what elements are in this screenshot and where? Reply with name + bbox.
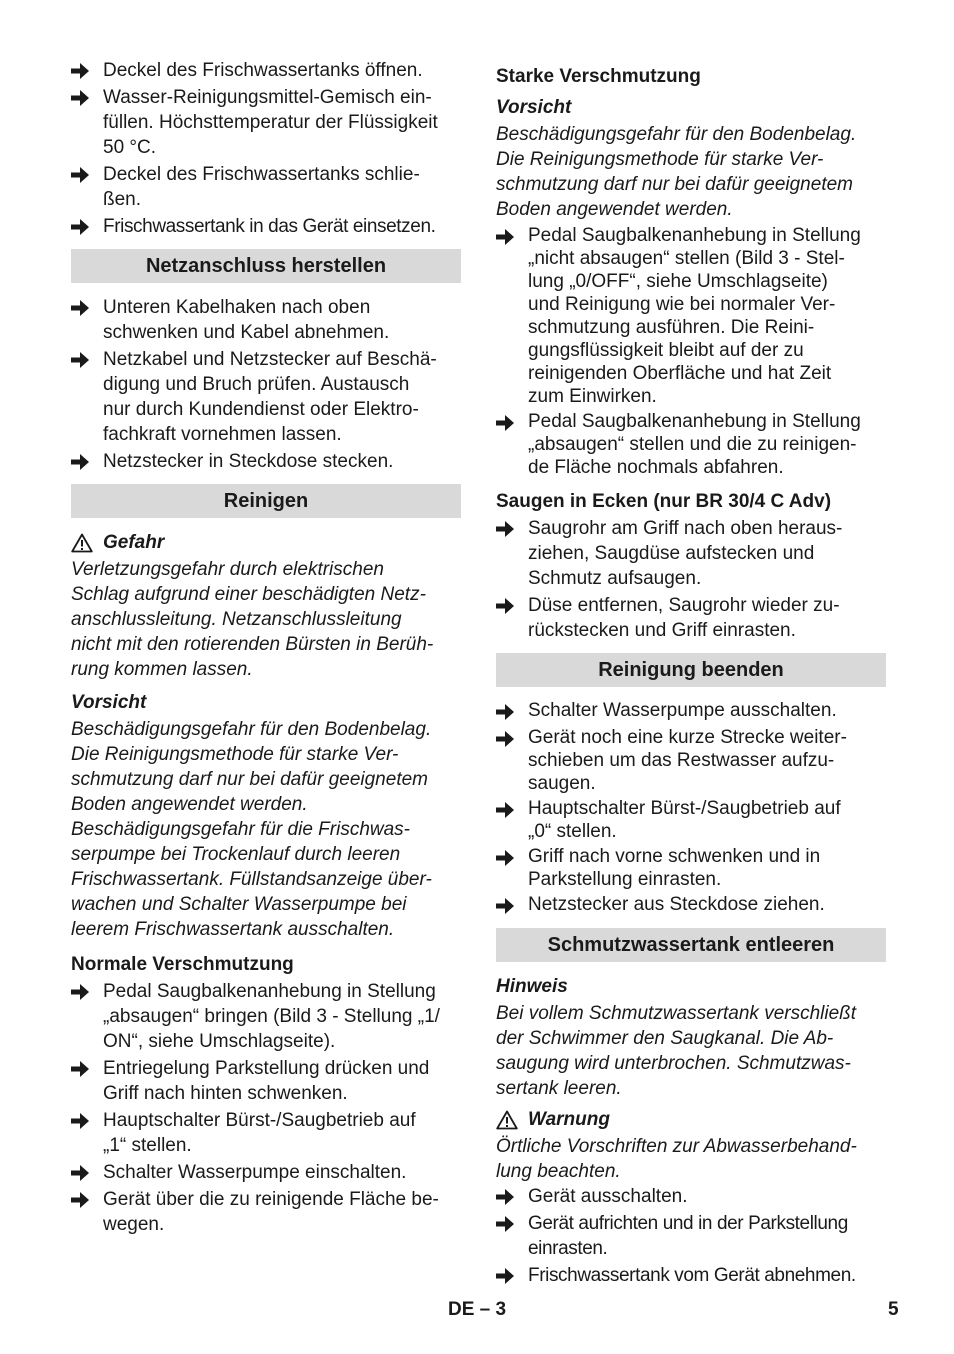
list-item-text: Deckel des Frischwassertanks öffnen. xyxy=(103,60,423,81)
list-item xyxy=(71,449,461,474)
normal-steps-list xyxy=(71,979,461,1237)
list-item-text: Pedal Saugbalkenanhebung in Stellung „nicht absaugen“ stellen (Bild 3 - Stel- lung „0/OFF“, siehe Umschlagseite) und Reinigung wie bei normaler Ver- schmutzung ausführen. Die Reini- gungsflüssigkeit bleibt auf der zu reinigenden Oberfläche und hat Zeit zum Einwirken. xyxy=(528,225,861,407)
arrow-right-icon xyxy=(71,214,103,239)
list-item-text: Frischwassertank in das Gerät einsetzen. xyxy=(103,216,436,237)
list-item xyxy=(71,85,461,160)
arrow-right-icon xyxy=(496,1211,528,1236)
warning-triangle-icon xyxy=(71,533,95,553)
list-item-text: Pedal Saugbalkenanhebung in Stellung „absaugen“ bringen (Bild 3 - Stellung „1/ ON“, siehe Umschlagseite). xyxy=(103,981,440,1052)
note-label: Hinweis xyxy=(496,976,568,997)
list-item xyxy=(496,516,886,591)
arrow-right-icon xyxy=(496,845,528,870)
note-text: Bei vollem Schmutzwassertank verschließt der Schwimmer den Saugkanal. Die Ab- saugung wird unterbrochen. Schmutzwas- sertank leeren. xyxy=(496,1003,857,1099)
danger-label: Gefahr xyxy=(103,532,165,553)
beenden-steps-list xyxy=(496,699,886,918)
fill-steps-list xyxy=(71,58,461,239)
arrow-right-icon xyxy=(71,979,103,1004)
arrow-right-icon xyxy=(71,347,103,372)
arrow-right-icon xyxy=(71,1056,103,1081)
note-heading xyxy=(496,974,886,999)
list-item-text: Unteren Kabelhaken nach oben schwenken und Kabel abnehmen. xyxy=(103,297,390,343)
caution-label: Vorsicht xyxy=(71,692,147,713)
arrow-right-icon xyxy=(496,1263,528,1288)
section-heading-reinigung-beenden: Reinigung beenden xyxy=(496,653,886,687)
arrow-right-icon xyxy=(496,726,528,751)
list-item-text: Frischwassertank vom Gerät abnehmen. xyxy=(528,1265,856,1286)
list-item-text: Saugrohr am Griff nach oben heraus- ziehen, Saugdüse aufstecken und Schmutz aufsaugen. xyxy=(528,518,843,589)
list-item-text: Deckel des Frischwassertanks schlie- ßen. xyxy=(103,164,420,210)
netz-steps-list xyxy=(71,295,461,474)
arrow-right-icon xyxy=(496,410,528,435)
right-column xyxy=(496,58,886,1290)
arrow-right-icon xyxy=(496,224,528,249)
danger-text: Verletzungsgefahr durch elektrischen Schlag aufgrund einer beschädigten Netz- anschlussleitung. Netzanschlussleitung nicht mit den rotierenden Bürsten in Berüh- rung kommen lassen. xyxy=(71,559,434,680)
caution-label: Vorsicht xyxy=(496,97,572,118)
list-item-text: Pedal Saugbalkenanhebung in Stellung „absaugen“ stellen und die zu reinigen- de Fläche nochmals abfahren. xyxy=(528,411,861,478)
list-item-text: Netzkabel und Netzstecker auf Beschä- digung und Bruch prüfen. Austausch nur durch Kundendienst oder Elektro- fachkraft vornehmen lassen. xyxy=(103,349,437,445)
list-item-text: Gerät aufrichten und in der Parkstellung einrasten. xyxy=(528,1213,848,1259)
arrow-right-icon xyxy=(496,1184,528,1209)
arrow-right-icon xyxy=(496,593,528,618)
caution-text: Beschädigungsgefahr für den Bodenbelag. Die Reinigungsmethode für starke Ver- schmutzung darf nur bei dafür geeignetem Boden angewendet werden. Beschädigungsgefahr für die Frischwas- serpumpe bei Trockenlauf durch leeren Frischwassertank. Füllstandsanzeige über- wachen und Schalter Wasserpumpe bei leerem Frischwassertank ausschalten. xyxy=(71,719,432,940)
list-item xyxy=(496,1263,886,1288)
subheading-ecken: Saugen in Ecken (nur BR 30/4 C Adv) xyxy=(496,491,832,512)
list-item-text: Hauptschalter Bürst-/Saugbetrieb auf „0“ stellen. xyxy=(528,798,841,842)
list-item xyxy=(496,1184,886,1209)
starke-steps-list xyxy=(496,224,886,479)
arrow-right-icon xyxy=(71,1108,103,1133)
list-item xyxy=(71,347,461,447)
list-item-text: Gerät über die zu reinigende Fläche be- wegen. xyxy=(103,1189,439,1235)
list-item xyxy=(71,979,461,1054)
arrow-right-icon xyxy=(71,1160,103,1185)
left-column xyxy=(71,58,461,1239)
warning-label: Warnung xyxy=(528,1109,610,1130)
list-item xyxy=(496,410,886,479)
schmutz-steps-list xyxy=(496,1184,886,1288)
arrow-right-icon xyxy=(71,449,103,474)
arrow-right-icon xyxy=(71,295,103,320)
list-item xyxy=(496,797,886,843)
section-heading-reinigen: Reinigen xyxy=(71,484,461,518)
list-item-text: Wasser-Reinigungsmittel-Gemisch ein- füllen. Höchsttemperatur der Flüssigkeit 50 °C. xyxy=(103,87,438,158)
caution-heading xyxy=(496,95,886,120)
list-item xyxy=(71,162,461,212)
list-item xyxy=(71,1160,461,1185)
section-heading-netzanschluss: Netzanschluss herstellen xyxy=(71,249,461,283)
section-heading-schmutzwassertank: Schmutzwassertank entleeren xyxy=(496,928,886,962)
subheading-starke: Starke Verschmutzung xyxy=(496,66,701,87)
list-item-text: Netzstecker aus Steckdose ziehen. xyxy=(528,894,825,915)
list-item-text: Gerät noch eine kurze Strecke weiter- schieben um das Restwasser aufzu- saugen. xyxy=(528,727,847,794)
list-item xyxy=(496,224,886,408)
list-item xyxy=(496,893,886,918)
ecken-steps-list xyxy=(496,516,886,643)
list-item xyxy=(496,1211,886,1261)
list-item-text: Schalter Wasserpumpe ausschalten. xyxy=(528,700,837,721)
list-item xyxy=(496,845,886,891)
arrow-right-icon xyxy=(496,699,528,724)
list-item-text: Griff nach vorne schwenken und in Parkstellung einrasten. xyxy=(528,846,821,890)
caution-heading xyxy=(71,690,461,715)
arrow-right-icon xyxy=(71,162,103,187)
list-item xyxy=(71,1108,461,1158)
warning-triangle-icon xyxy=(496,1110,520,1130)
list-item xyxy=(496,593,886,643)
subheading-normal: Normale Verschmutzung xyxy=(71,954,294,975)
list-item xyxy=(496,699,886,724)
arrow-right-icon xyxy=(71,85,103,110)
list-item xyxy=(496,726,886,795)
page-number: 5 xyxy=(888,1299,899,1320)
list-item-text: Düse entfernen, Saugrohr wieder zu- rückstecken und Griff einrasten. xyxy=(528,595,840,641)
danger-heading xyxy=(71,530,461,555)
arrow-right-icon xyxy=(496,516,528,541)
list-item xyxy=(71,1187,461,1237)
list-item-text: Schalter Wasserpumpe einschalten. xyxy=(103,1162,407,1183)
list-item xyxy=(71,214,461,239)
arrow-right-icon xyxy=(496,797,528,822)
list-item-text: Entriegelung Parkstellung drücken und Griff nach hinten schwenken. xyxy=(103,1058,430,1104)
list-item-text: Gerät ausschalten. xyxy=(528,1186,688,1207)
footer-language-page: DE – 3 xyxy=(448,1299,507,1320)
warning-text: Örtliche Vorschriften zur Abwasserbehand- lung beachten. xyxy=(496,1136,857,1182)
list-item-text: Hauptschalter Bürst-/Saugbetrieb auf „1“ stellen. xyxy=(103,1110,416,1156)
list-item xyxy=(71,58,461,83)
caution-text: Beschädigungsgefahr für den Bodenbelag. Die Reinigungsmethode für starke Ver- schmutzung darf nur bei dafür geeignetem Boden angewendet werden. xyxy=(496,124,857,220)
list-item-text: Netzstecker in Steckdose stecken. xyxy=(103,451,394,472)
arrow-right-icon xyxy=(71,1187,103,1212)
arrow-right-icon xyxy=(496,893,528,918)
arrow-right-icon xyxy=(71,58,103,83)
list-item xyxy=(71,1056,461,1106)
warning-heading xyxy=(496,1107,886,1132)
list-item xyxy=(71,295,461,345)
